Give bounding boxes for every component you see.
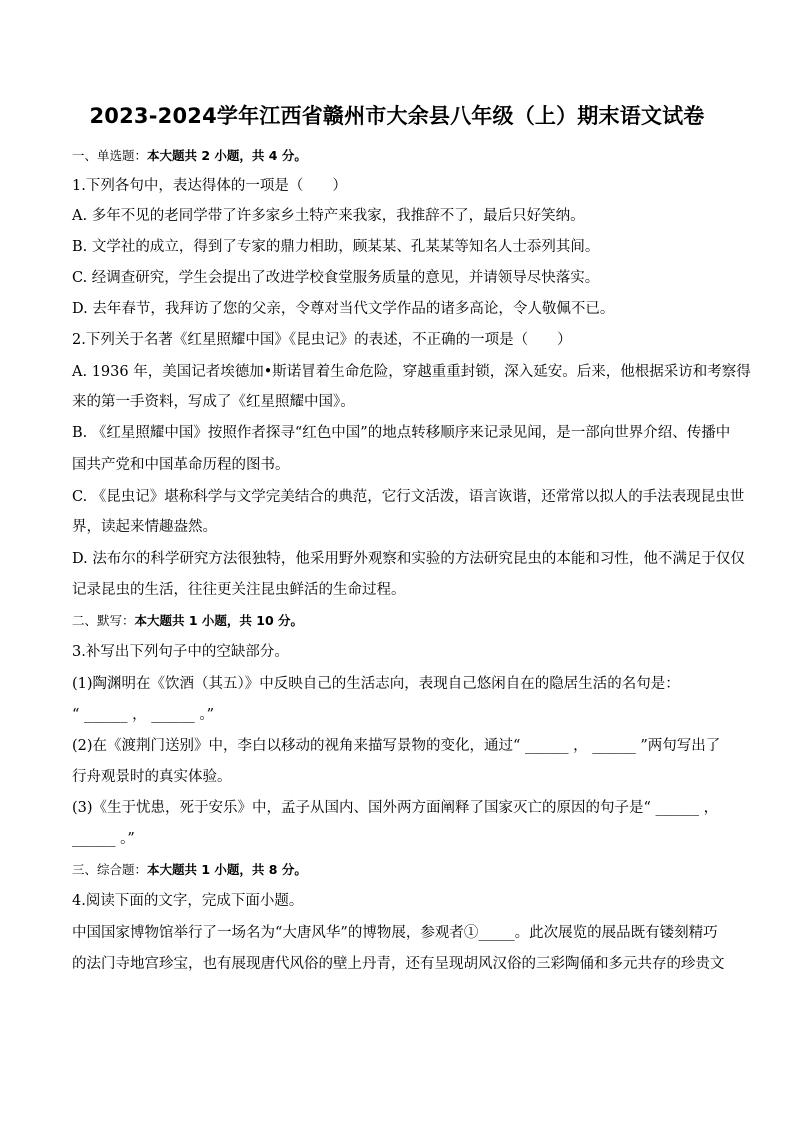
text-line: 中国国家博物馆举行了一场名为“大唐风华”的博物展，参观者①_____。此次展览的展品既有镂刻精巧 xyxy=(72,925,718,941)
section-label: 二、默写： xyxy=(72,613,135,628)
text-line: 行舟观景时的真实体验。 xyxy=(72,769,232,785)
section-info: 本大题共 1 小题，共 10 分。 xyxy=(134,613,304,628)
text-line: (3)《生于忧患，死于安乐》中，孟子从国内、国外两方面阐释了国家灭亡的原因的句子是“ ______ ， xyxy=(72,800,719,816)
section-heading xyxy=(72,611,724,631)
section-info: 本大题共 1 小题，共 8 分。 xyxy=(147,862,307,877)
text-line: 4.阅读下面的文字，完成下面小题。 xyxy=(72,893,304,909)
section-label: 三、综合题： xyxy=(72,862,148,877)
text-line: (2)在《渡荆门送别》中，李白以移动的视角来描写景物的变化，通过“ ______ ， ______ ”两句写出了 xyxy=(72,738,721,754)
text-line: C. 经调查研究，学生会提出了改进学校食堂服务质量的意见，并请领导尽快落实。 xyxy=(72,270,600,286)
text-line: D. 法布尔的科学研究方法很独特，他采用野外观察和实验的方法研究昆虫的本能和习性，他不满足于仅仅 xyxy=(72,551,745,567)
text-line: 2.下列关于名著《红星照耀中国》《昆虫记》的表述，不正确的一项是（ ） xyxy=(72,332,572,348)
text-line: 来的第一手资料，写成了《红星照耀中国》。 xyxy=(72,394,355,410)
text-line: (1)陶渊明在《饮酒（其五）》中反映自己的生活志向，表现自己悠闲自在的隐居生活的名句是： xyxy=(72,676,680,692)
text-line: B. 文学社的成立，得到了专家的鼎力相助，顾某某、孔某某等知名人士忝列其间。 xyxy=(72,239,600,255)
section-info: 本大题共 2 小题，共 4 分。 xyxy=(147,148,307,163)
text-line: 国共产党和中国革命历程的图书。 xyxy=(72,457,290,473)
text-line: D. 去年春节，我拜访了您的父亲，令尊对当代文学作品的诸多高论，令人敬佩不已。 xyxy=(72,301,615,317)
text-line: 界，读起来情趣盎然。 xyxy=(72,519,217,535)
section-heading xyxy=(72,860,724,880)
text-line: A. 1936 年，美国记者埃德加•斯诺冒着生命危险，穿越重重封锁，深入延安。后来，他根据采访和考察得 xyxy=(72,364,751,380)
text-line: 记录昆虫的生活，往往更关注昆虫鲜活的生命过程。 xyxy=(72,582,406,598)
section-label: 一、单选题： xyxy=(72,148,148,163)
text-line: 1.下列各句中，表达得体的一项是（ ） xyxy=(72,178,347,194)
text-line: A. 多年不见的老同学带了许多家乡土特产来我家，我推辞不了，最后只好笑纳。 xyxy=(72,208,585,224)
section-heading xyxy=(72,146,724,166)
text-line: C. 《昆虫记》堪称科学与文学完美结合的典范，它行文活泼，语言诙谐，还常常以拟人的手法表现昆虫世 xyxy=(72,489,745,505)
text-line: “ ______ ， ______ 。” xyxy=(72,707,215,723)
text-line: ______ 。” xyxy=(72,831,135,847)
document-title: 2023-2024学年江西省赣州市大余县八年级（上）期末语文试卷 xyxy=(89,104,705,128)
text-line: 的法门寺地宫珍宝，也有展现唐代风俗的壁上丹青，还有呈现胡风汉俗的三彩陶俑和多元共存的珍贵文 xyxy=(72,956,725,972)
text-line: 3.补写出下列句子中的空缺部分。 xyxy=(72,644,289,660)
text-line: B. 《红星照耀中国》按照作者探寻“红色中国”的地点转移顺序来记录见闻，是一部向世界介绍、传播中 xyxy=(72,425,731,441)
